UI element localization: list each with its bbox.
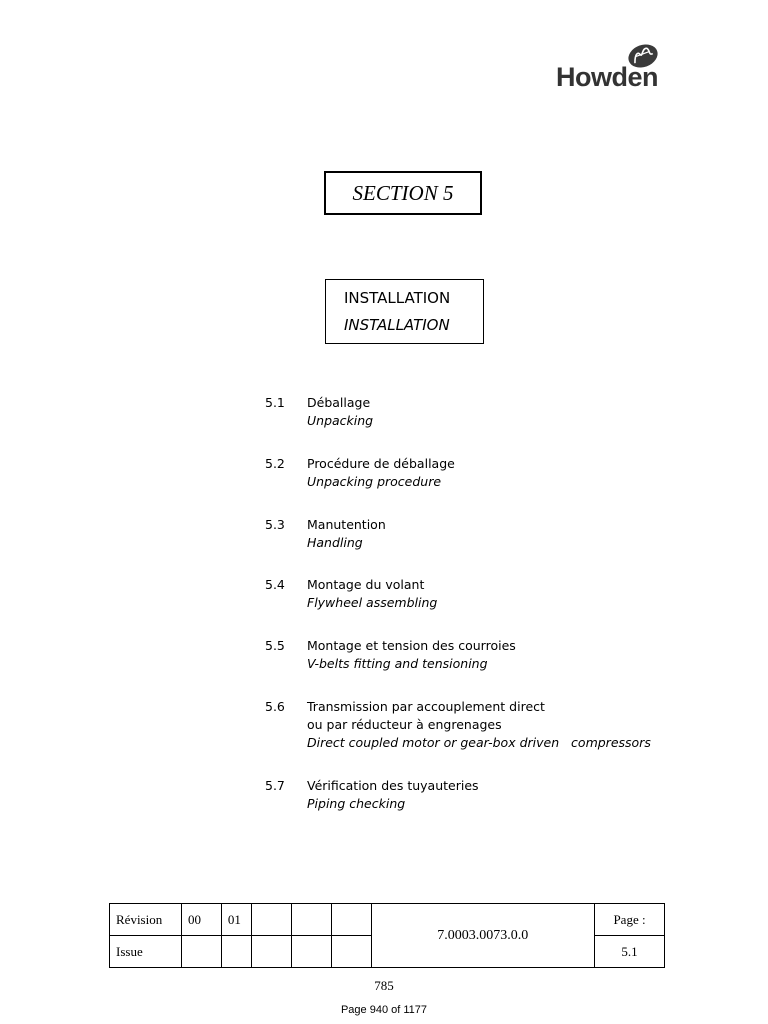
toc-title-fr: Vérification des tuyauteries bbox=[307, 778, 479, 793]
toc-title-en: V-belts fitting and tensioning bbox=[307, 656, 488, 671]
chapter-heading-fr: INSTALLATION bbox=[344, 289, 451, 307]
issue-cell bbox=[181, 936, 221, 968]
toc-title-en: Piping checking bbox=[307, 796, 406, 811]
section-title: SECTION 5 bbox=[352, 180, 454, 205]
chapter-heading-en: INSTALLATION bbox=[344, 316, 450, 334]
page-of-total: Page 940 of 1177 bbox=[340, 1004, 428, 1016]
toc-number: 5.1 bbox=[265, 395, 285, 410]
revision-label: Révision bbox=[110, 904, 182, 936]
document-number: 7.0003.0073.0.0 bbox=[371, 904, 595, 968]
toc-title-en: Handling bbox=[307, 535, 363, 550]
toc-title-fr: Procédure de déballage bbox=[307, 456, 455, 471]
revision-cell: 01 bbox=[221, 904, 251, 936]
revision-table bbox=[109, 903, 665, 968]
toc-title-fr: Déballage bbox=[307, 395, 371, 410]
toc-title-fr: Montage du volant bbox=[307, 577, 425, 592]
toc-title-en: Flywheel assembling bbox=[307, 595, 438, 610]
toc-title-en: Unpacking bbox=[307, 413, 374, 428]
toc-number: 5.3 bbox=[265, 517, 285, 532]
toc-title-fr-cont: ou par réducteur à engrenages bbox=[307, 717, 502, 732]
page-label: Page : bbox=[595, 904, 665, 936]
toc-number: 5.2 bbox=[265, 456, 285, 471]
issue-cell bbox=[331, 936, 371, 968]
revision-cell bbox=[291, 904, 331, 936]
howden-logo bbox=[548, 40, 668, 100]
issue-cell bbox=[291, 936, 331, 968]
logo-wordmark: Howden bbox=[556, 62, 658, 92]
toc-title-en: Unpacking procedure bbox=[307, 474, 442, 489]
issue-cell bbox=[251, 936, 291, 968]
toc-title-fr: Manutention bbox=[307, 517, 386, 532]
toc-number: 5.5 bbox=[265, 638, 285, 653]
toc-title-en: Direct coupled motor or gear-box driven compressors bbox=[307, 735, 651, 750]
issue-label: Issue bbox=[110, 936, 182, 968]
toc-title-fr: Transmission par accouplement direct bbox=[307, 699, 545, 714]
revision-cell: 00 bbox=[181, 904, 221, 936]
toc-title-fr: Montage et tension des courroies bbox=[307, 638, 516, 653]
toc-number: 5.7 bbox=[265, 778, 285, 793]
toc-number: 5.4 bbox=[265, 577, 285, 592]
toc-number: 5.6 bbox=[265, 699, 285, 714]
section-title-box bbox=[324, 171, 482, 215]
page-number: 785 bbox=[374, 978, 394, 993]
issue-cell bbox=[221, 936, 251, 968]
page-value: 5.1 bbox=[595, 936, 665, 968]
revision-cell bbox=[331, 904, 371, 936]
chapter-heading-box bbox=[325, 279, 484, 344]
revision-cell bbox=[251, 904, 291, 936]
